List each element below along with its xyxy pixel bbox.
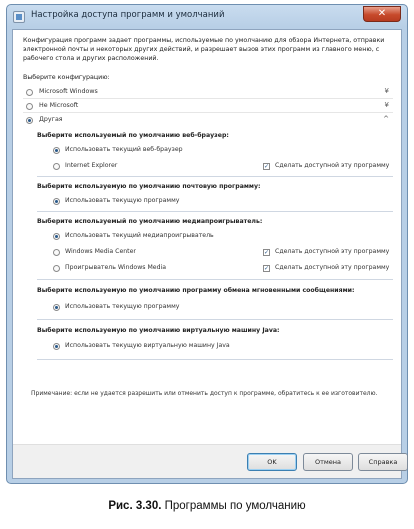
radio-im-current[interactable] <box>53 304 60 311</box>
expand-chevron-icon[interactable]: ¥ <box>384 87 389 95</box>
figure-number: Рис. 3.30. <box>108 500 162 512</box>
browser-current-label: Использовать текущий веб-браузер <box>65 146 183 153</box>
radio-media-wmp[interactable] <box>53 265 60 272</box>
checkbox-wmp-access[interactable]: ✓ <box>264 265 270 272</box>
browser-ie-label: Internet Explorer <box>65 162 118 169</box>
section-divider <box>37 279 393 280</box>
config-label: Другая <box>39 116 63 123</box>
section-divider <box>37 359 393 360</box>
im-current-label: Использовать текущую программу <box>65 303 180 310</box>
app-icon <box>13 11 25 23</box>
collapse-chevron-icon[interactable]: ^ <box>383 115 389 123</box>
config-label: Microsoft Windows <box>39 88 98 95</box>
radio-media-wmc[interactable] <box>53 249 60 256</box>
wmc-access-label: Сделать доступной эту программу <box>275 248 390 255</box>
config-row-custom[interactable] <box>23 114 393 127</box>
im-section-heading: Выберите используемую по умолчанию программу обмена мгновенными сообщениями: <box>37 287 355 294</box>
select-config-label: Выберите конфигурацию: <box>23 74 110 81</box>
section-divider <box>37 211 393 212</box>
media-section-heading: Выберите используемый по умолчанию медиапроигрыватель: <box>37 218 263 225</box>
radio-config-microsoft[interactable] <box>26 89 33 96</box>
figure-caption-text: Программы по умолчанию <box>164 500 306 512</box>
radio-mail-current[interactable] <box>53 198 60 205</box>
help-button[interactable]: Справка <box>358 453 408 471</box>
title-bar[interactable] <box>7 5 407 29</box>
radio-config-custom[interactable] <box>26 117 33 124</box>
media-wmc-label: Windows Media Center <box>65 248 136 255</box>
radio-media-current[interactable] <box>53 233 60 240</box>
mail-section-heading: Выберите используемую по умолчанию почтовую программу: <box>37 183 261 190</box>
config-row-microsoft[interactable] <box>23 86 393 99</box>
wmp-access-label: Сделать доступной эту программу <box>275 264 390 271</box>
note-text: Примечание: если не удается разрешить или отменить доступ к программе, обратитесь к ее изготовителю. <box>31 390 378 397</box>
browser-section-heading: Выберите используемый по умолчанию веб-браузер: <box>37 132 229 139</box>
expand-chevron-icon[interactable]: ¥ <box>384 101 389 109</box>
cancel-button[interactable]: Отмена <box>303 453 353 471</box>
media-current-label: Использовать текущий медиапроигрыватель <box>65 232 214 239</box>
radio-browser-current[interactable] <box>53 147 60 154</box>
figure-caption <box>0 500 414 512</box>
dialog-content <box>12 29 402 479</box>
intro-text: Конфигурация программ задает программы, используемые по умолчанию для обзора Интернета, отправки электронной почты и некоторых других действий, и разрешает вызов этих программ из главного меню, с рабочего стола и других расположений. <box>23 37 385 62</box>
checkbox-ie-access[interactable]: ✓ <box>264 163 270 170</box>
ok-button[interactable]: OK <box>247 453 297 471</box>
window-title: Настройка доступа программ и умолчаний <box>31 10 225 20</box>
radio-browser-ie[interactable] <box>53 163 60 170</box>
ie-access-label: Сделать доступной эту программу <box>275 162 390 169</box>
radio-java-current[interactable] <box>53 343 60 350</box>
dialog-window <box>6 4 408 484</box>
media-wmp-label: Проигрыватель Windows Media <box>65 264 167 271</box>
mail-current-label: Использовать текущую программу <box>65 197 180 204</box>
config-row-non-microsoft[interactable] <box>23 100 393 113</box>
section-divider <box>37 319 393 320</box>
config-label: Не Microsoft <box>39 102 79 109</box>
section-divider <box>37 176 393 177</box>
radio-config-non-microsoft[interactable] <box>26 103 33 110</box>
close-button[interactable]: ✕ <box>363 6 401 22</box>
java-current-label: Использовать текущую виртуальную машину Java <box>65 342 230 349</box>
button-bar <box>13 444 401 478</box>
java-section-heading: Выберите используемую по умолчанию виртуальную машину Java: <box>37 327 280 334</box>
checkbox-wmc-access[interactable]: ✓ <box>264 249 270 256</box>
